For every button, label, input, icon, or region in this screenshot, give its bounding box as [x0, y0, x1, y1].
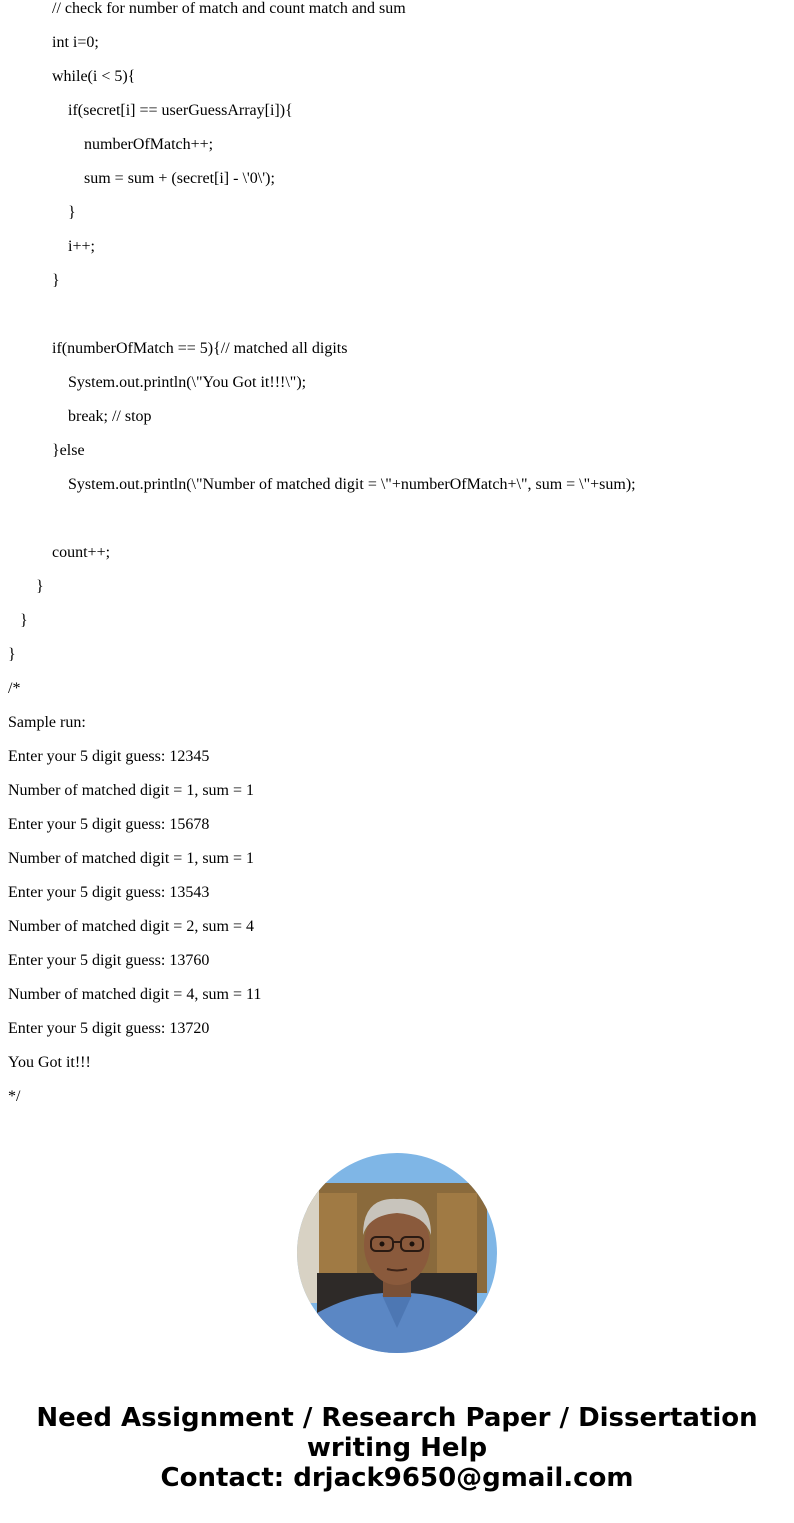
code-line: } [36, 578, 44, 595]
code-line: if(numberOfMatch == 5){// matched all digits [52, 340, 348, 357]
author-avatar [297, 1153, 497, 1353]
sample-run-line: Enter your 5 digit guess: 13720 [8, 1020, 210, 1037]
code-line: break; // stop [68, 408, 152, 425]
code-line: System.out.println(\"Number of matched digit = \"+numberOfMatch+\", sum = \"+sum); [68, 476, 636, 493]
code-line: sum = sum + (secret[i] - \'0\'); [84, 170, 275, 187]
code-line: if(secret[i] == userGuessArray[i]){ [68, 102, 293, 119]
code-line: int i=0; [52, 34, 99, 51]
code-line [8, 502, 788, 536]
portrait-image [297, 1153, 497, 1353]
sample-run-line: Enter your 5 digit guess: 12345 [8, 748, 210, 765]
code-line: } [20, 612, 28, 629]
banner-line-1: Need Assignment / Research Paper / Dissertation [36, 1403, 758, 1433]
sample-run-line: Enter your 5 digit guess: 13543 [8, 884, 210, 901]
sample-run-line: Enter your 5 digit guess: 13760 [8, 952, 210, 969]
code-line: count++; [52, 544, 111, 561]
code-line: } [52, 272, 60, 289]
sample-run-line: */ [8, 1088, 21, 1105]
sample-run-line: Number of matched digit = 2, sum = 4 [8, 918, 255, 935]
code-line: }else [52, 442, 85, 459]
sample-run-line: Number of matched digit = 1, sum = 1 [8, 782, 255, 799]
contact-email: Contact: drjack9650@gmail.com [160, 1463, 634, 1493]
code-line: numberOfMatch++; [84, 136, 214, 153]
code-line: System.out.println(\"You Got it!!!\"); [68, 374, 307, 391]
code-line [8, 298, 788, 332]
contact-banner [0, 1403, 794, 1493]
sample-run-line: Number of matched digit = 1, sum = 1 [8, 850, 255, 867]
code-listing [8, 0, 788, 1114]
code-line: // check for number of match and count match and sum [52, 0, 406, 17]
sample-run-line: Enter your 5 digit guess: 15678 [8, 816, 210, 833]
code-line: /* [8, 680, 21, 697]
banner-line-2: writing Help [306, 1433, 488, 1463]
code-line: i++; [68, 238, 95, 255]
sample-run-line: Sample run: [8, 714, 86, 731]
code-line: } [8, 646, 16, 663]
sample-run-line: You Got it!!! [8, 1054, 91, 1071]
code-line: while(i < 5){ [52, 68, 136, 85]
sample-run-line: Number of matched digit = 4, sum = 11 [8, 986, 262, 1003]
code-line: } [68, 204, 76, 221]
